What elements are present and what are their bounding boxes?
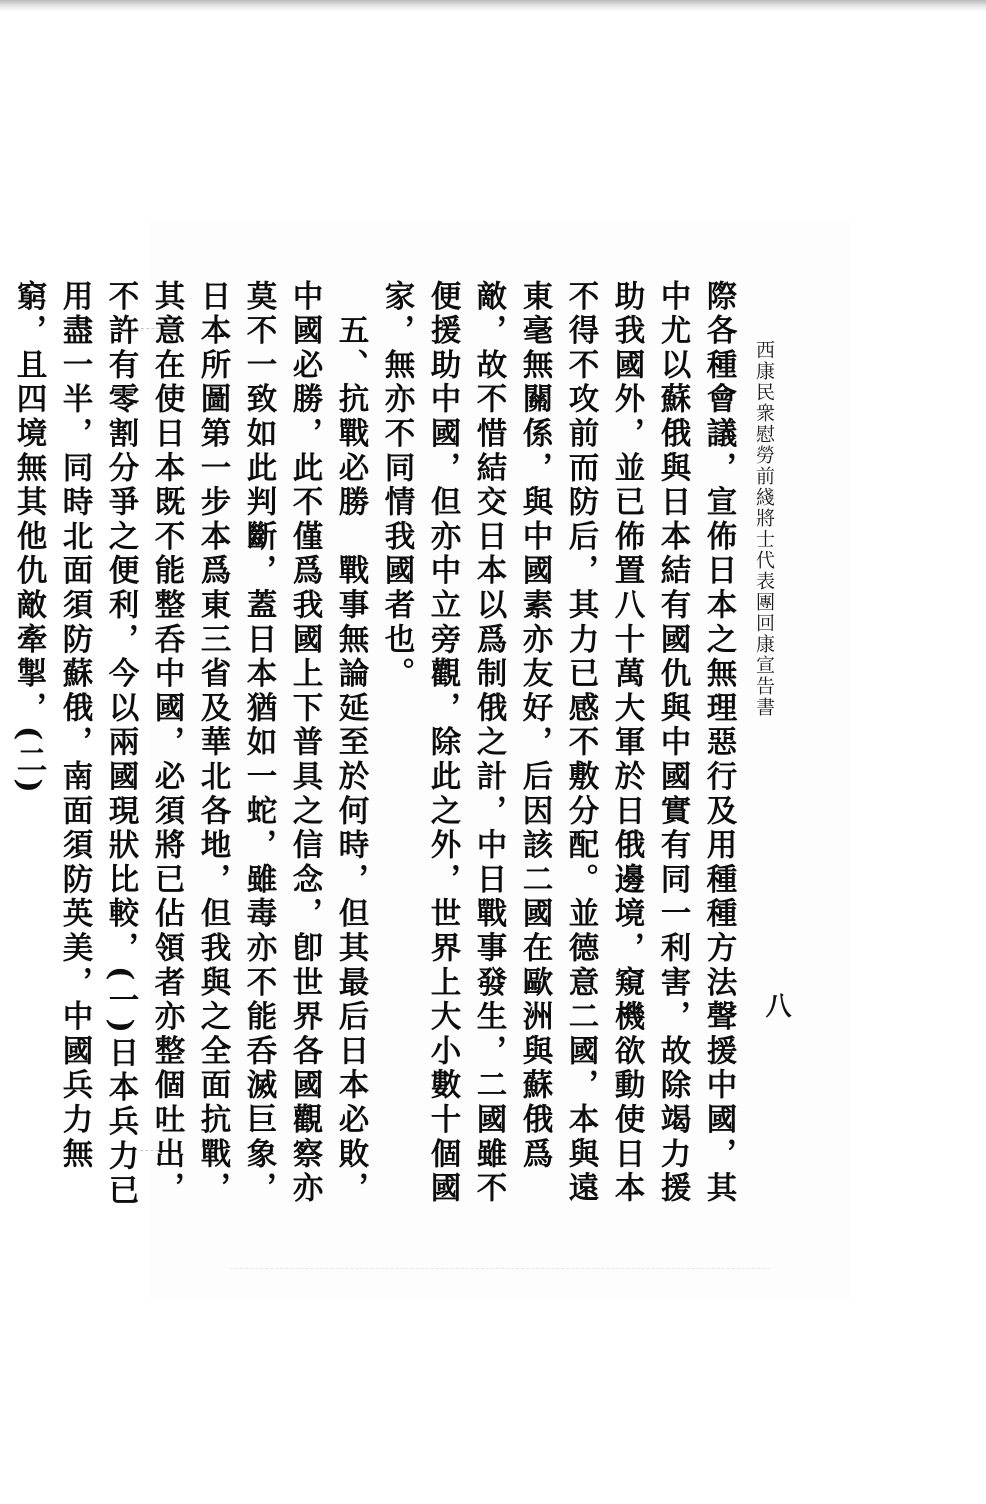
- viewer-top-edge: [0, 0, 986, 12]
- paragraph: 五、抗戰必勝 戰事無論延至於何時，但其最后日本必敗，中國必勝，此不僅爲我國上下普具之信念，卽世界各國觀察亦莫不一致如此判斷，蓋日本猶如一蛇，雖毒亦不能呑滅巨象，日本所圖第一步本爲東三省及華北各地，但我與之全面抗戰，其意在使日本既不能整呑中國，必須將已佔領者亦整個吐出，不許有零割分爭之便利，今以兩國現狀比較，(一)日本兵力已用盡一半，同時北面須防蘇俄，南面須防英美，中國兵力無窮，且四境無其他仇敵牽掣，(二): [11, 280, 369, 1209]
- running-header: 西康民衆慰勞前綫將士代表團回康宣告書: [753, 340, 775, 718]
- vertical-body-text: [11, 280, 742, 1230]
- paragraph: 際各種會議，宣佈日本之無理惡行及用種種方法聲援中國，其中尤以蘇俄與日本結有國仇與中國實有同一利害，故除竭力援助我國外，並已佈置八十萬大軍於日俄邊境，窺機欲動使日本不得不攻前而防后，其力已感不敷分配。並德意二國，本與遠東毫無關係，與中國素亦友好，后因該二國在歐洲與蘇俄爲敵，故不惜結交日本以爲制俄之計，中日戰事發生，二國雖不便援助中國，但亦中立旁觀，除此之外，世界上大小數十個國家，無亦不同情我國者也。: [379, 280, 737, 1207]
- page-number: 八: [761, 992, 791, 1018]
- scan-noise: [230, 1268, 770, 1270]
